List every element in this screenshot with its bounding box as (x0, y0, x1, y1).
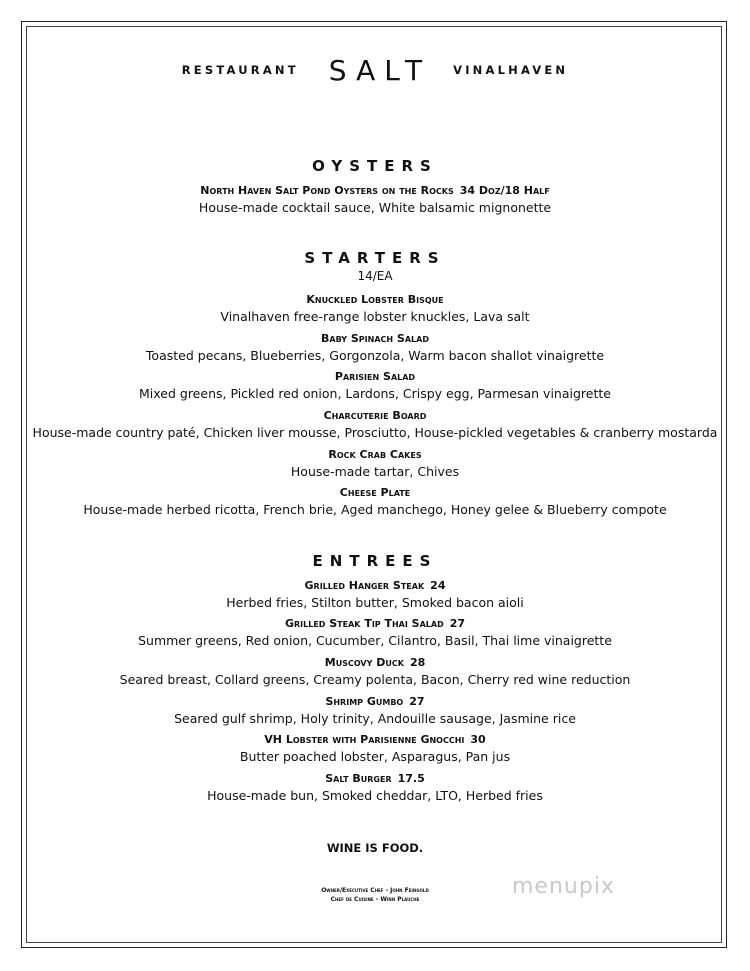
menu-item (0, 655, 750, 689)
item-description: Herbed fries, Stilton butter, Smoked bacon aioli (226, 595, 524, 610)
item-price: 24 (430, 579, 446, 592)
item-description: Summer greens, Red onion, Cucumber, Cilantro, Basil, Thai lime vinaigrette (138, 633, 612, 648)
menu-item (0, 732, 750, 766)
item-name: Salt Burger 17.5 (325, 772, 425, 785)
item-name: Muscovy Duck 28 (324, 656, 426, 669)
menupix-watermark: menupix (512, 874, 615, 899)
menu-item (0, 408, 750, 442)
chef-credits (0, 886, 750, 904)
item-description: Mixed greens, Pickled red onion, Lardons, Crispy egg, Parmesan vinaigrette (139, 386, 611, 401)
item-name: Rock Crab Cakes (328, 448, 422, 461)
menu-item (0, 485, 750, 519)
item-name: Parisien Salad (334, 370, 416, 383)
credit-chef: Chef de Cuisine - Winn Plauche (330, 896, 420, 903)
header-left: RESTAURANT (181, 63, 299, 77)
menu-item (0, 292, 750, 326)
item-description: Seared breast, Collard greens, Creamy polenta, Bacon, Cherry red wine reduction (119, 672, 631, 687)
item-description: House-made cocktail sauce, White balsamic mignonette (198, 200, 552, 215)
menu-item (0, 771, 750, 805)
item-price: 27 (449, 617, 466, 630)
restaurant-name: SALT (328, 53, 432, 87)
section-title-oysters: OYSTERS (312, 157, 438, 175)
menu-item (0, 331, 750, 365)
item-description: Seared gulf shrimp, Holy trinity, Andouille sausage, Jasmine rice (174, 711, 576, 726)
item-name: Knuckled Lobster Bisque (306, 293, 444, 306)
menu-item (0, 369, 750, 403)
item-description: House-made country paté, Chicken liver mousse, Prosciutto, House-pickled vegetables & cranberry mostarda (32, 425, 718, 440)
item-name: VH Lobster with Parisienne Gnocchi 30 (264, 733, 486, 746)
item-description: Butter poached lobster, Asparagus, Pan jus (239, 749, 511, 764)
item-description: House-made bun, Smoked cheddar, LTO, Herbed fries (207, 788, 543, 803)
item-price: 34 Doz/18 Half (459, 184, 550, 197)
starters-price: 14/EA (357, 269, 393, 283)
item-name: Grilled Steak Tip Thai Salad 27 (284, 617, 466, 630)
item-name: Baby Spinach Salad (321, 332, 429, 345)
item-name: North Haven Salt Pond Oysters on the Rocks 34 Doz/18 Half (200, 184, 550, 197)
item-description: House-made herbed ricotta, French brie, Aged manchego, Honey gelee & Blueberry compote (83, 502, 667, 517)
item-name: Shrimp Gumbo 27 (325, 695, 425, 708)
item-price: 17.5 (397, 772, 425, 785)
menu-item (0, 616, 750, 650)
menu-header (0, 52, 750, 88)
item-name: Cheese Plate (339, 486, 411, 499)
item-name: Grilled Hanger Steak 24 (304, 579, 446, 592)
item-price: 27 (409, 695, 425, 708)
menu-item (0, 694, 750, 728)
item-description: Toasted pecans, Blueberries, Gorgonzola, Warm bacon shallot vinaigrette (145, 348, 605, 363)
item-description: House-made tartar, Chives (290, 464, 460, 479)
item-price: 28 (409, 656, 426, 669)
menu-item (0, 183, 750, 217)
item-name: Charcuterie Board (323, 409, 427, 422)
section-title-entrees: ENTREES (312, 552, 438, 570)
menu-item (0, 447, 750, 481)
menu-item (0, 578, 750, 612)
section-title-starters: STARTERS (304, 249, 446, 267)
item-description: Vinalhaven free-range lobster knuckles, Lava salt (220, 309, 530, 324)
wine-motto: WINE IS FOOD. (326, 841, 424, 855)
item-price: 30 (470, 733, 486, 746)
header-right: VINALHAVEN (453, 63, 569, 77)
credit-owner: Owner/Executive Chef - John Feingold (321, 887, 429, 894)
